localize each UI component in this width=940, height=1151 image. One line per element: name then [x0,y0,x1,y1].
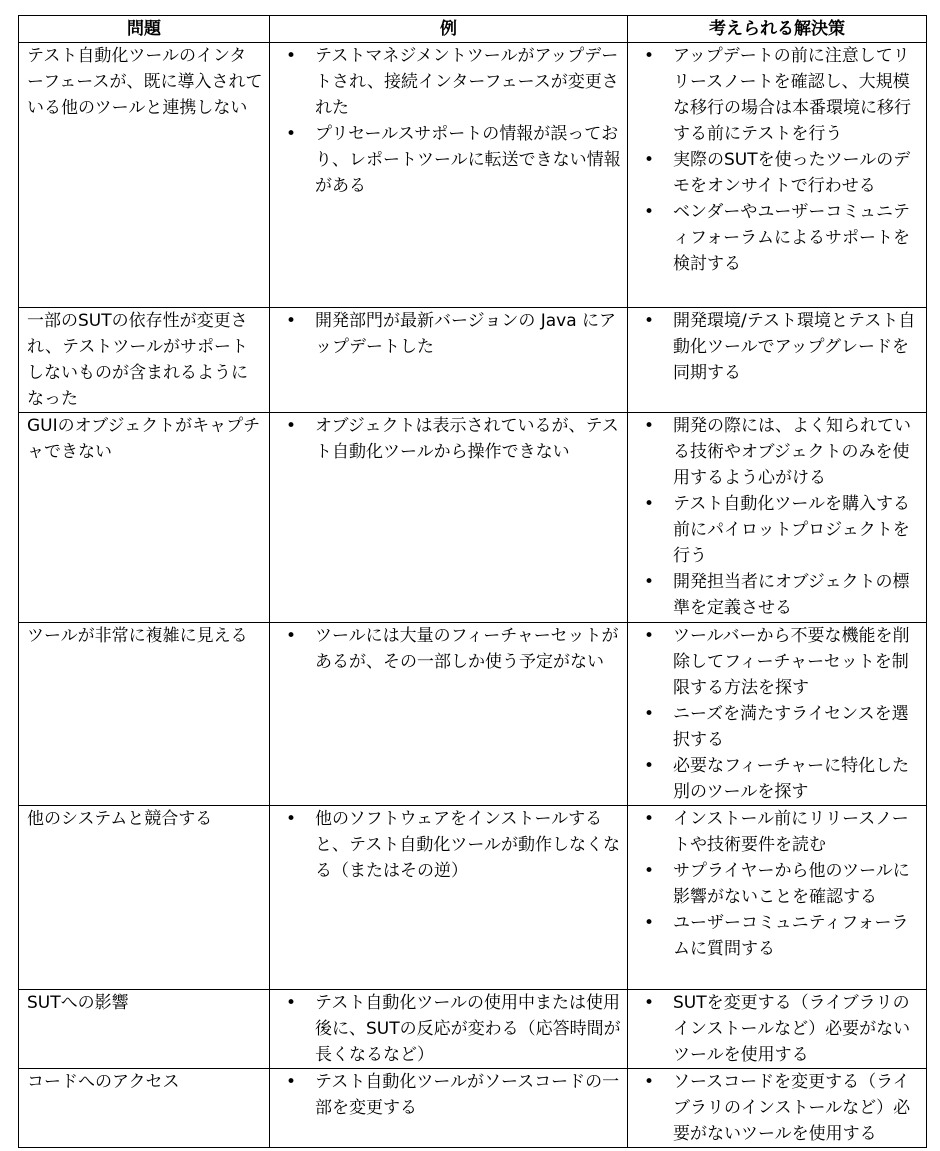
problem-cell: 一部のSUTの依存性が変更され、テストツールがサポートしないものが含まれるようになった [19,308,270,413]
list-item: • 実際のSUTを使ったツールのデモをオンサイトで行わせる [636,147,920,199]
examples-cell [270,990,628,1069]
table-row [19,308,927,413]
problem-cell: ツールが非常に複雑に見える [19,623,270,806]
table-row [19,990,927,1069]
examples-cell [270,43,628,308]
list-item: • サプライヤーから他のツールに影響がないことを確認する [636,858,920,910]
list-item: • ソースコードを変更する（ライブラリのインストールなど）必要がないツールを使用する [636,1069,920,1147]
list-item: • インストール前にリリースノートや技術要件を読む [636,806,920,858]
examples-cell [270,806,628,990]
solutions-cell [628,806,927,990]
examples-list [278,1069,621,1121]
solutions-cell [628,308,927,413]
list-item: • テストマネジメントツールがアップデートされ、接続インターフェースが変更された [278,43,621,121]
header-solution: 考えられる解決策 [628,16,927,43]
list-item: • プリセールスサポートの情報が誤っており、レポートツールに転送できない情報がある [278,121,621,199]
list-item: • 開発の際には、よく知られている技術やオブジェクトのみを使用するよう心がける [636,413,920,491]
solutions-cell [628,623,927,806]
table-row [19,1069,927,1148]
problem-cell: GUIのオブジェクトがキャプチャできない [19,413,270,623]
list-item: • テスト自動化ツールを購入する前にパイロットプロジェクトを行う [636,491,920,569]
tool-problems-table [18,15,927,1148]
examples-list [278,308,621,360]
problem-cell: SUTへの影響 [19,990,270,1069]
list-item: • テスト自動化ツールの使用中または使用後に、SUTの反応が変わる（応答時間が長くなるなど） [278,990,621,1068]
examples-cell [270,1069,628,1148]
solutions-cell [628,413,927,623]
examples-list [278,413,621,465]
list-item: • 開発部門が最新バージョンの Java にアップデートした [278,308,621,360]
list-item: • 他のソフトウェアをインストールすると、テスト自動化ツールが動作しなくなる（またはその逆） [278,806,621,884]
solutions-list [636,990,920,1068]
list-item: • テスト自動化ツールがソースコードの一部を変更する [278,1069,621,1121]
solutions-list [636,308,920,386]
list-item: • ツールには大量のフィーチャーセットがあるが、その一部しか使う予定がない [278,623,621,675]
solutions-cell [628,1069,927,1148]
header-problem: 問題 [19,16,270,43]
solutions-cell [628,43,927,308]
list-item: • ユーザーコミュニティフォーラムに質問する [636,910,920,962]
list-item: • 必要なフィーチャーに特化した別のツールを探す [636,753,920,805]
header-example: 例 [270,16,628,43]
list-item: • SUTを変更する（ライブラリのインストールなど）必要がないツールを使用する [636,990,920,1068]
examples-list [278,990,621,1068]
solutions-list [636,623,920,805]
list-item: • ベンダーやユーザーコミュニティフォーラムによるサポートを検討する [636,199,920,277]
examples-list [278,806,621,884]
problem-cell: テスト自動化ツールのインターフェースが、既に導入されている他のツールと連携しない [19,43,270,308]
problem-cell: 他のシステムと競合する [19,806,270,990]
solutions-list [636,1069,920,1147]
examples-cell [270,308,628,413]
list-item: • 開発担当者にオブジェクトの標準を定義させる [636,569,920,621]
problem-cell: コードへのアクセス [19,1069,270,1148]
list-item: • ツールバーから不要な機能を削除してフィーチャーセットを制限する方法を探す [636,623,920,701]
examples-cell [270,413,628,623]
solutions-list [636,806,920,962]
examples-list [278,623,621,675]
examples-list [278,43,621,199]
table-row [19,623,927,806]
table-row [19,413,927,623]
table-header-row [19,16,927,43]
solutions-cell [628,990,927,1069]
table-row [19,806,927,990]
examples-cell [270,623,628,806]
list-item: • ニーズを満たすライセンスを選択する [636,701,920,753]
list-item: • オブジェクトは表示されているが、テスト自動化ツールから操作できない [278,413,621,465]
solutions-list [636,43,920,277]
list-item: • アップデートの前に注意してリリースノートを確認し、大規模な移行の場合は本番環境に移行する前にテストを行う [636,43,920,147]
table-row [19,43,927,308]
solutions-list [636,413,920,621]
list-item: • 開発環境/テスト環境とテスト自動化ツールでアップグレードを同期する [636,308,920,386]
